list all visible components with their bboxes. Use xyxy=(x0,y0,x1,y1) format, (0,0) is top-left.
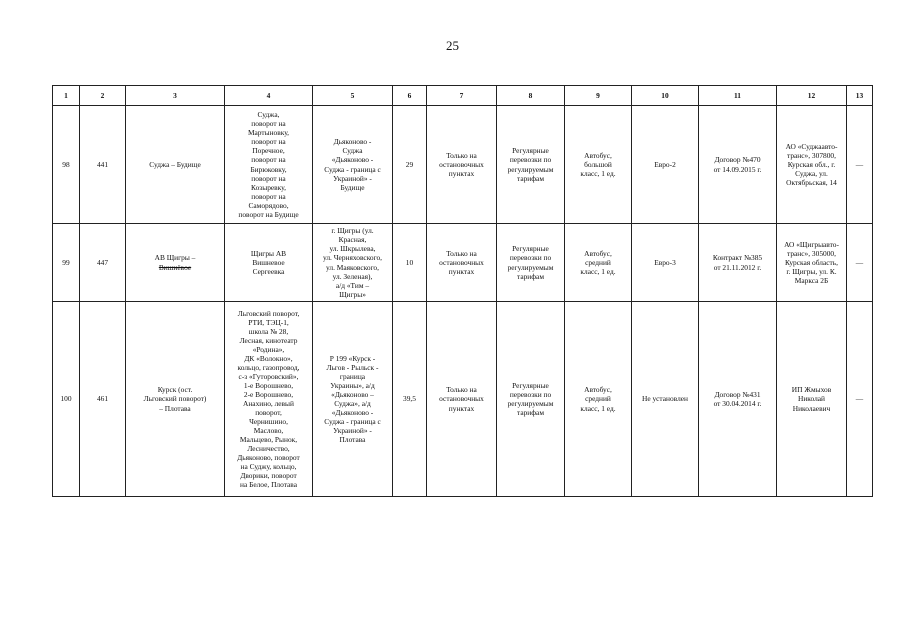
column-header: 4 xyxy=(225,86,313,106)
carrier: АО «Суджаавто- транс», 307800, Курская обл., г. Суджа, ул. Октябрьская, 14 xyxy=(777,106,847,224)
column-header: 10 xyxy=(632,86,699,106)
note: — xyxy=(847,302,873,497)
page-number: 25 xyxy=(446,38,459,53)
route-name-line: Вишнёвое xyxy=(158,262,192,272)
contract: Договор №431 от 30.04.2014 г. xyxy=(699,302,777,497)
column-header: 9 xyxy=(565,86,632,106)
carrier: АО «Щигрыавто- транс», 305000, Курская область, г. Щигры, ул. К. Маркса 2Б xyxy=(777,224,847,302)
table-row xyxy=(53,106,873,224)
route-name: Суджа – Будище xyxy=(126,106,225,224)
route-length: 29 xyxy=(393,106,427,224)
eco-class: Евро-2 xyxy=(632,106,699,224)
boarding-order: Только на остановочных пунктах xyxy=(427,224,497,302)
boarding-order: Только на остановочных пунктах xyxy=(427,302,497,497)
column-header: 7 xyxy=(427,86,497,106)
transport-type: Регулярные перевозки по регулируемым тарифам xyxy=(497,224,565,302)
route-streets: г. Щигры (ул. Красная, ул. Шкрылева, ул. Черняховского, ул. Маяковского, ул. Зеленая), а/д «Тим – Щигры» xyxy=(313,224,393,302)
column-header: 8 xyxy=(497,86,565,106)
row-number: 100 xyxy=(53,302,80,497)
column-header: 13 xyxy=(847,86,873,106)
transport-type: Регулярные перевозки по регулируемым тарифам xyxy=(497,106,565,224)
route-streets: Р 199 «Курск - Льгов - Рыльск - граница Украины», а/д «Дьяконово – Суджа», а/д «Дьяконово - Суджа - граница с Украиной» - Плотава xyxy=(313,302,393,497)
column-header: 3 xyxy=(126,86,225,106)
table-row xyxy=(53,302,873,497)
intermediate-stops: Льговский поворот, РТИ, ТЭЦ-1, школа № 28, Лесная, кинотеатр «Родина», ДК «Волокно», кольцо, газопровод, с-з «Гуторовский», 1-е Ворошнево, 2-е Ворошнево, Анахино, левый поворот, Чернишино, Маслово, Мальцево, Рынок, Лесничество, Дьяконово, поворот на Суджу, кольцо, Дворики, поворот на Белое, Плотава xyxy=(225,302,313,497)
vehicle-class: Автобус, средний класс, 1 ед. xyxy=(565,302,632,497)
boarding-order: Только на остановочных пунктах xyxy=(427,106,497,224)
intermediate-stops: Щигры АВ Вишневое Сергеевка xyxy=(225,224,313,302)
intermediate-stops: Суджа, поворот на Мартыновку, поворот на Поречное, поворот на Бирюковку, поворот на Козыревку, поворот на Саморядово, поворот на Будище xyxy=(225,106,313,224)
vehicle-class: Автобус, большой класс, 1 ед. xyxy=(565,106,632,224)
note: — xyxy=(847,224,873,302)
carrier: ИП Жмыхов Николай Николаевич xyxy=(777,302,847,497)
eco-class: Не установлен xyxy=(632,302,699,497)
route-length: 39,5 xyxy=(393,302,427,497)
table-header-row xyxy=(53,86,873,106)
route-number: 447 xyxy=(80,224,126,302)
contract: Договор №470 от 14.09.2015 г. xyxy=(699,106,777,224)
route-number: 441 xyxy=(80,106,126,224)
column-header: 11 xyxy=(699,86,777,106)
table-row xyxy=(53,224,873,302)
route-name xyxy=(126,224,225,302)
column-header: 2 xyxy=(80,86,126,106)
eco-class: Евро-3 xyxy=(632,224,699,302)
transport-type: Регулярные перевозки по регулируемым тарифам xyxy=(497,302,565,497)
column-header: 1 xyxy=(53,86,80,106)
row-number: 99 xyxy=(53,224,80,302)
route-streets: Дьяконово - Суджа «Дьяконово - Суджа - граница с Украиной» - Будище xyxy=(313,106,393,224)
route-length: 10 xyxy=(393,224,427,302)
column-header: 5 xyxy=(313,86,393,106)
route-name-line: АВ Щигры – xyxy=(154,253,196,263)
vehicle-class: Автобус, средний класс, 1 ед. xyxy=(565,224,632,302)
column-header: 12 xyxy=(777,86,847,106)
row-number: 98 xyxy=(53,106,80,224)
column-header: 6 xyxy=(393,86,427,106)
contract: Контракт №385 от 21.11.2012 г. xyxy=(699,224,777,302)
note: — xyxy=(847,106,873,224)
routes-table xyxy=(52,85,873,497)
route-name: Курск (ост. Льговский поворот) – Плотава xyxy=(126,302,225,497)
route-number: 461 xyxy=(80,302,126,497)
